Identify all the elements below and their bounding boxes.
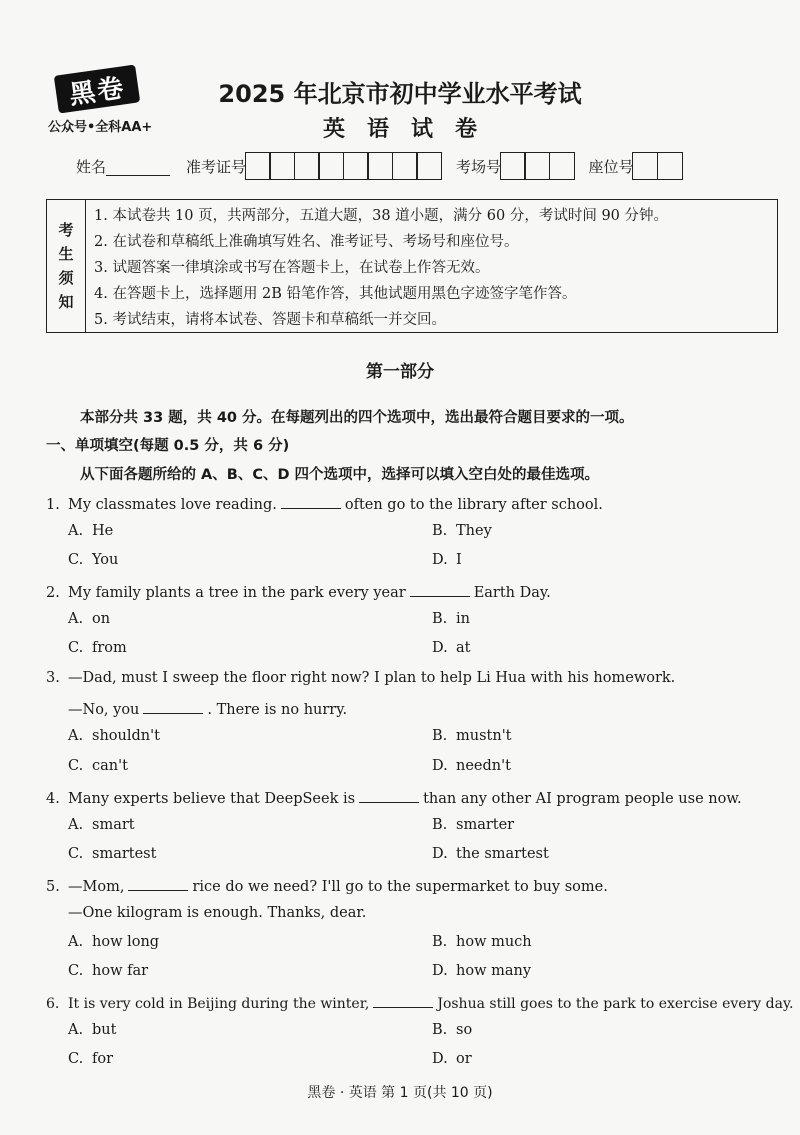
answer-blank bbox=[128, 876, 188, 891]
question-6: 6. It is very cold in Beijing during the winter, Joshua still goes to the park to exercise every day. bbox=[46, 993, 793, 1012]
answer-blank bbox=[373, 993, 433, 1008]
answer-blank bbox=[410, 582, 470, 597]
q5-option-b[interactable]: B. how much bbox=[432, 934, 532, 950]
notice-item: 2. 在试卷和草稿纸上准确填写姓名、准考证号、考场号和座位号。 bbox=[94, 234, 519, 250]
q4-option-b[interactable]: B. smarter bbox=[432, 817, 515, 833]
question-3-reply: —No, you . There is no hurry. bbox=[68, 699, 347, 718]
exam-room-label: 考场号 bbox=[456, 157, 502, 176]
exam-subtitle: 英语试卷 bbox=[322, 117, 499, 142]
logo-subtext: 公众号•全科AA+ bbox=[48, 120, 153, 135]
answer-blank bbox=[359, 788, 419, 803]
question-5-reply: —One kilogram is enough. Thanks, dear. bbox=[68, 905, 367, 921]
seat-label: 座位号 bbox=[588, 157, 634, 176]
answer-blank bbox=[143, 699, 203, 714]
question-3: 3. —Dad, must I sweep the floor right now? I plan to help Li Hua with his homework. bbox=[46, 670, 676, 686]
exam-room-boxes[interactable] bbox=[501, 152, 575, 180]
q4-option-d[interactable]: D. the smartest bbox=[432, 846, 549, 862]
q3-option-d[interactable]: D. needn't bbox=[432, 758, 511, 774]
q2-option-a[interactable]: A. on bbox=[68, 611, 111, 627]
name-field[interactable] bbox=[106, 157, 170, 176]
q5-option-a[interactable]: A. how long bbox=[68, 934, 160, 950]
notice-list bbox=[86, 200, 668, 332]
q6-option-a[interactable]: A. but bbox=[68, 1022, 117, 1038]
notice-item: 1. 本试卷共 10 页，共两部分，五道大题，38 道小题，满分 60 分，考试时间 90 分钟。 bbox=[94, 208, 669, 224]
q2-option-c[interactable]: C. from bbox=[68, 640, 127, 656]
name-label: 姓名 bbox=[76, 157, 107, 176]
q6-option-b[interactable]: B. so bbox=[432, 1022, 473, 1038]
q2-option-d[interactable]: D. at bbox=[432, 640, 471, 656]
section-intro: 本部分共 33 题，共 40 分。在每题列出的四个选项中，选出最符合题目要求的一项。 bbox=[80, 410, 634, 426]
part-instruction: 从下面各题所给的 A、B、C、D 四个选项中，选择可以填入空白处的最佳选项。 bbox=[80, 467, 600, 483]
question-1: 1. My classmates love reading. often go to the library after school. bbox=[46, 494, 603, 513]
question-4: 4. Many experts believe that DeepSeek is than any other AI program people use now. bbox=[46, 788, 742, 807]
question-5: 5. —Mom, rice do we need? I'll go to the supermarket to buy some. bbox=[46, 876, 608, 895]
q1-option-d[interactable]: D. I bbox=[432, 552, 462, 568]
q3-option-c[interactable]: C. can't bbox=[68, 758, 128, 774]
logo-badge: 黑卷 bbox=[54, 64, 140, 113]
q6-option-d[interactable]: D. or bbox=[432, 1051, 472, 1067]
q1-option-b[interactable]: B. They bbox=[432, 523, 492, 539]
exam-title: 2025 年北京市初中学业水平考试 bbox=[218, 80, 582, 108]
q1-option-a[interactable]: A. He bbox=[68, 523, 114, 539]
q4-option-a[interactable]: A. smart bbox=[68, 817, 135, 833]
candidate-notice-box bbox=[46, 199, 778, 333]
q2-option-b[interactable]: B. in bbox=[432, 611, 470, 627]
q6-option-c[interactable]: C. for bbox=[68, 1051, 114, 1067]
seat-boxes[interactable] bbox=[634, 152, 683, 180]
q1-option-c[interactable]: C. You bbox=[68, 552, 119, 568]
notice-item: 5. 考试结束，请将本试卷、答题卡和草稿纸一并交回。 bbox=[94, 312, 446, 328]
part-heading: 一、单项填空(每题 0.5 分，共 6 分) bbox=[46, 438, 290, 454]
answer-blank bbox=[281, 494, 341, 509]
question-2: 2. My family plants a tree in the park every year Earth Day. bbox=[46, 582, 551, 601]
notice-item: 4. 在答题卡上，选择题用 2B 铅笔作答，其他试题用黑色字迹签字笔作答。 bbox=[94, 286, 577, 302]
notice-item: 3. 试题答案一律填涂或书写在答题卡上，在试卷上作答无效。 bbox=[94, 260, 490, 276]
q4-option-c[interactable]: C. smartest bbox=[68, 846, 157, 862]
exam-id-boxes[interactable] bbox=[246, 152, 442, 180]
page-footer: 黑卷 · 英语 第 1 页(共 10 页) bbox=[307, 1085, 493, 1101]
section-title: 第一部分 bbox=[366, 362, 434, 382]
q3-option-a[interactable]: A. shouldn't bbox=[68, 728, 160, 744]
q5-option-d[interactable]: D. how many bbox=[432, 963, 532, 979]
notice-label: 考 生 须 知 bbox=[47, 200, 86, 332]
q5-option-c[interactable]: C. how far bbox=[68, 963, 149, 979]
exam-id-label: 准考证号 bbox=[186, 157, 247, 176]
candidate-info-row bbox=[76, 152, 756, 180]
q3-option-b[interactable]: B. mustn't bbox=[432, 728, 512, 744]
